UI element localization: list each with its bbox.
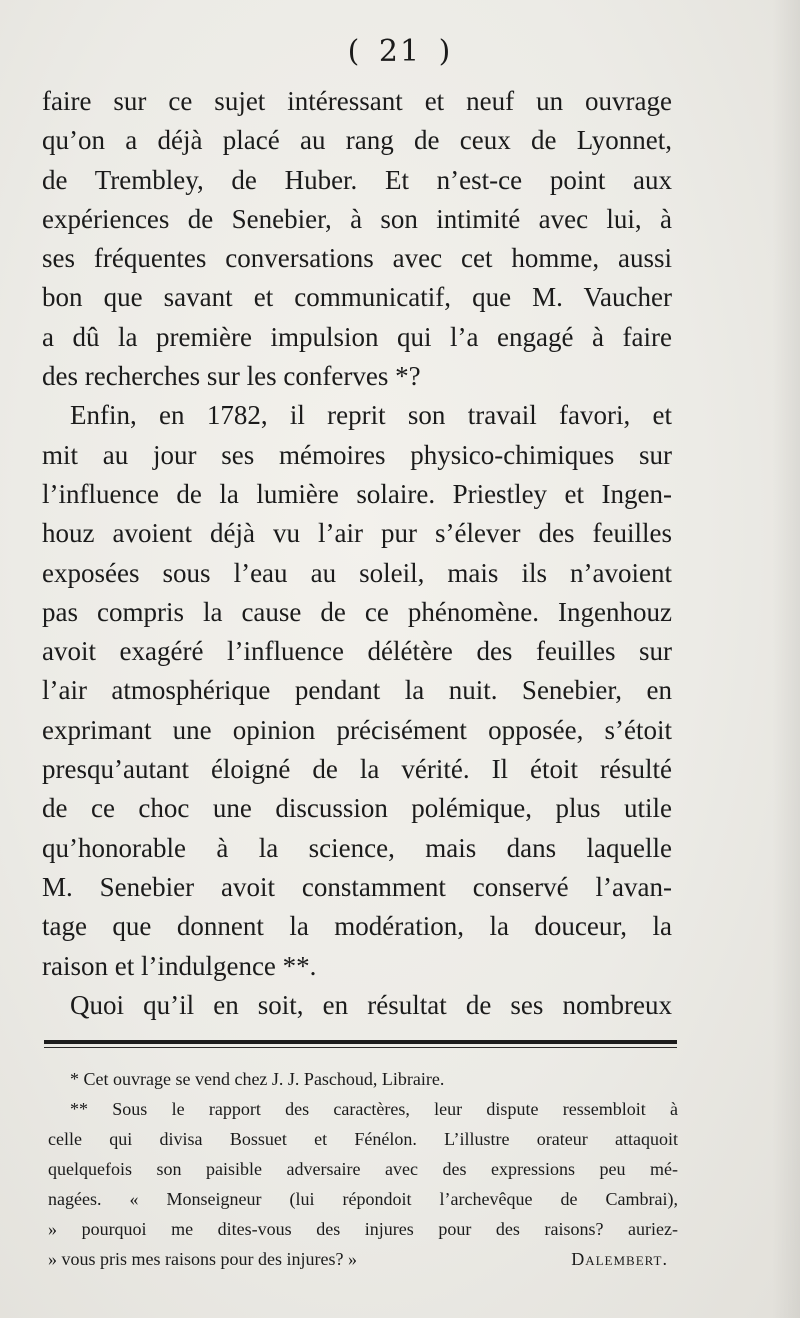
text-line: raison et l’indulgence **. <box>42 950 317 981</box>
text-line: M. Senebier avoit constamment conservé l’avan- <box>42 871 672 902</box>
text-line: ses fréquentes conversations avec cet homme, aussi <box>42 243 672 274</box>
page-header <box>0 34 800 69</box>
footnote-1: * Cet ouvrage se vend chez J. J. Paschoud, Libraire. <box>70 1069 445 1089</box>
footnote-2-last-line <box>48 1244 678 1274</box>
text-line: faire sur ce sujet intéressant et neuf un ouvrage <box>42 86 672 116</box>
page-edge-shadow <box>772 0 800 1318</box>
text-line: exprimant une opinion précisément opposée, s’étoit <box>42 714 672 745</box>
text-line: expériences de Senebier, à son intimité avec lui, à <box>42 203 672 234</box>
text-line: a dû la première impulsion qui l’a engagé à faire <box>42 321 672 352</box>
text-line: de ce choc une discussion polémique, plus utile <box>42 793 672 824</box>
text-line: l’influence de la lumière solaire. Priestley et Ingen- <box>42 478 672 509</box>
footnote-rule-thick <box>44 1040 677 1044</box>
text-line: l’air atmosphérique pendant la nuit. Senebier, en <box>42 675 672 706</box>
text-line: des recherches sur les conferves *? <box>42 361 421 392</box>
text-line: Quoi qu’il en soit, en résultat de ses nombreux <box>70 989 672 1020</box>
text-line: de Trembley, de Huber. Et n’est-ce point aux <box>42 164 672 195</box>
text-line: exposées sous l’eau au soleil, mais ils n’avoient <box>42 557 672 588</box>
footnote-2-line: » vous pris mes raisons pour des injures? » <box>48 1249 357 1269</box>
text-line: presqu’autant éloigné de la vérité. Il étoit résulté <box>42 754 672 785</box>
page-number: 21 <box>378 34 422 69</box>
text-line: qu’honorable à la science, mais dans laquelle <box>42 832 672 863</box>
footnotes <box>48 1064 678 1274</box>
text-line: qu’on a déjà placé au rang de ceux de Lyonnet, <box>42 125 672 156</box>
footnote-signature: Dalembert. <box>571 1249 668 1269</box>
footnote-2-line: celle qui divisa Bossuet et Fénélon. L’illustre orateur attaquoit <box>48 1129 678 1149</box>
footnote-2-line: » pourquoi me dites-vous des injures pour des raisons? auriez- <box>48 1219 678 1239</box>
text-line: Enfin, en 1782, il reprit son travail favori, et <box>70 400 672 431</box>
footnote-2-line: ** Sous le rapport des caractères, leur dispute ressembloit à <box>70 1099 678 1119</box>
main-text <box>42 82 672 1025</box>
footnote-rule-thin <box>44 1047 677 1048</box>
text-line: tage que donnent la modération, la douceur, la <box>42 911 672 942</box>
text-line: bon que savant et communicatif, que M. Vaucher <box>42 282 672 313</box>
text-line: avoit exagéré l’influence délétère des feuilles sur <box>42 636 672 667</box>
header-left-paren: ( <box>347 34 362 69</box>
text-line: mit au jour ses mémoires physico-chimiques sur <box>42 439 672 470</box>
footnote-2-line: nagées. « Monseigneur (lui répondoit l’archevêque de Cambrai), <box>48 1189 678 1209</box>
text-line: pas compris la cause de ce phénomène. Ingenhouz <box>42 596 672 627</box>
header-right-paren: ) <box>438 34 453 69</box>
footnote-2-line: quelquefois son paisible adversaire avec des expressions peu mé- <box>48 1159 678 1179</box>
text-line: houz avoient déjà vu l’air pur s’élever des feuilles <box>42 518 672 549</box>
